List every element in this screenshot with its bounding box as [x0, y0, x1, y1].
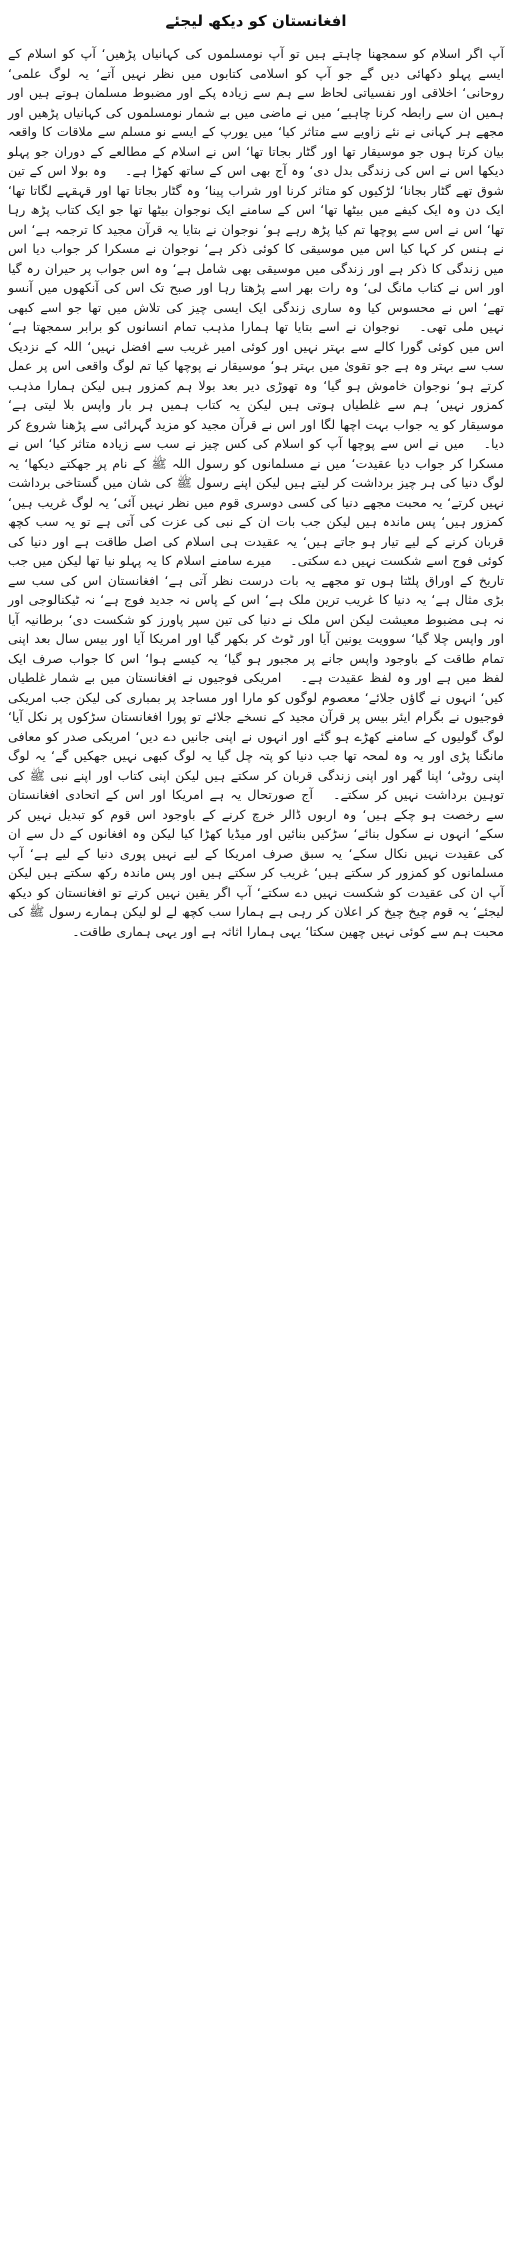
article-body [8, 44, 504, 941]
paragraph-7: آج صورتحال یہ ہے امریکا اور اس کے اتحادی افغانستان سے رخصت ہو چکے ہیں‘ وہ اربوں ڈالر خرچ کرنے کے باوجود اس قوم کو تبدیل نہیں کر سکے‘ انہوں نے سکول بنائے‘ سڑکیں بنائیں اور میڈیا کھڑا کیا لیکن وہ افغانوں کے دل سے ان کی عقیدت نہیں نکال سکے‘ یہ سبق صرف امریکا کے لیے نہیں پوری دنیا کے لیے ہے‘ آپ مسلمانوں کو کمزور کر سکتے ہیں‘ غریب کر سکتے ہیں اور پس ماندہ رکھ سکتے ہیں لیکن آپ ان کی عقیدت کو شکست نہیں دے سکتے‘ آپ اگر یقین نہیں کرتے تو افغانستان کو دیکھ لیجئے‘ یہ قوم چیخ چیخ کر اعلان کر رہی ہے ہمارا سب کچھ لے لو لیکن ہمارے رسول ﷺ کی محبت ہم سے کوئی نہیں چھین سکتا‘ یہی ہمارا اثاثہ ہے اور یہی ہماری طاقت۔ [8, 787, 504, 939]
paragraph-1: آپ اگر اسلام کو سمجھنا چاہتے ہیں تو آپ نومسلموں کی کہانیاں پڑھیں‘ آپ کو اسلام کے ایسے پہلو دکھائی دیں گے جو آپ کو اسلامی کتابوں میں نظر نہیں آتے‘ یہ لوگ علمی‘ روحانی‘ اخلاقی اور نفسیاتی لحاظ سے ہم سے زیادہ پکے اور مضبوط مسلمان ہوتے ہیں اور ہمیں ان سے رابطہ کرنا چاہیے‘ میں نے ماضی میں بے شمار نومسلموں کی کہانیاں پڑھیں اور مجھے ہر کہانی نے نئے زاویے سے متاثر کیا‘ میں یورپ کے ایسے نو مسلم سے ملاقات کا واقعہ بیان کرتا ہوں جو موسیقار تھا اور گٹار بجاتا تھا‘ اس نے اسلام کے مطالعے کے دوران جو پہلو دیکھا اس نے اس کی زندگی بدل دی‘ وہ آج بھی اس کے ساتھ کھڑا ہے۔ [8, 46, 504, 178]
paragraph-5: میرے سامنے اسلام کا یہ پہلو نیا تھا لیکن میں جب تاریخ کے اوراق پلٹتا ہوں تو مجھے یہ بات درست نظر آتی ہے‘ افغانستان اس کی سب سے بڑی مثال ہے‘ یہ دنیا کا غریب ترین ملک ہے‘ اس کے پاس نہ جدید فوج ہے‘ نہ ٹیکنالوجی اور نہ ہی مضبوط معیشت لیکن اس ملک نے دنیا کی تین سپر پاورز کو شکست دی‘ برطانیہ آیا اور واپس چلا گیا‘ سوویت یونین آیا اور ٹوٹ کر بکھر گیا اور امریکا آیا اور بیس سال بعد اپنی تمام طاقت کے باوجود واپس جانے پر مجبور ہو گیا‘ یہ کیسے ہوا‘ اس کا جواب صرف ایک لفظ میں ہے اور وہ لفظ عقیدت ہے۔ [8, 553, 504, 685]
article-title: افغانستان کو دیکھ لیجئے [165, 12, 347, 30]
paragraph-4: میں نے اس سے پوچھا آپ کو اسلام کی کس چیز نے سب سے زیادہ متاثر کیا‘ اس نے مسکرا کر جواب دیا عقیدت‘ میں نے مسلمانوں کو رسول اللہ ﷺ کے نام پر جھکتے دیکھا‘ یہ لوگ دنیا کی ہر چیز برداشت کر لیتے ہیں لیکن اپنے رسول ﷺ کی شان میں گستاخی برداشت نہیں کرتے‘ یہ محبت مجھے دنیا کی کسی دوسری قوم میں نظر نہیں آئی‘ یہ لوگ غریب ہیں‘ کمزور ہیں‘ پس ماندہ ہیں لیکن جب بات ان کے نبی کی عزت کی آتی ہے تو یہ سب کچھ قربان کرنے کے لیے تیار ہو جاتے ہیں‘ یہ عقیدت ہی اسلام کی اصل طاقت ہے اور دنیا کی کوئی فوج اسے شکست نہیں دے سکتی۔ [8, 436, 504, 568]
paragraph-6: امریکی فوجیوں نے افغانستان میں بے شمار غلطیاں کیں‘ انہوں نے گاؤں جلائے‘ معصوم لوگوں کو مارا اور مساجد پر بمباری کی لیکن جب امریکی فوجیوں نے بگرام ایئر بیس پر قرآن مجید کے نسخے جلائے تو پورا افغانستان سڑکوں پر نکل آیا‘ لوگ گولیوں کے سامنے کھڑے ہو گئے اور انہوں نے اپنی جانیں دے دیں‘ امریکی صدر کو معافی مانگنا پڑی اور یہ وہ لمحہ تھا جب دنیا کو پتہ چل گیا یہ لوگ کبھی نہیں جھکیں گے‘ یہ لوگ اپنی روٹی‘ اپنا گھر اور اپنی زندگی قربان کر سکتے ہیں لیکن اپنی کتاب اور اپنے نبی ﷺ کی توہین برداشت نہیں کر سکتے۔ [8, 670, 504, 802]
paragraph-2: وہ بولا اس کے تین شوق تھے گٹار بجانا‘ لڑکیوں کو متاثر کرنا اور شراب پینا‘ وہ گٹار بجاتا تھا اور قہقہے لگاتا تھا‘ ایک دن وہ ایک کیفے میں بیٹھا تھا‘ اس کے سامنے ایک نوجوان بیٹھا تھا جو ایک کتاب پڑھ رہا تھا‘ اس نے اس سے پوچھا تم کیا پڑھ رہے ہو‘ نوجوان نے بتایا یہ قرآن مجید کا ترجمہ ہے‘ اس نے ہنس کر کہا کیا اس میں موسیقی کا کوئی ذکر ہے‘ نوجوان نے مسکرا کر جواب دیا اس میں زندگی کا ذکر ہے اور زندگی میں موسیقی بھی شامل ہے‘ وہ اس جواب پر حیران رہ گیا اور اس نے کتاب مانگ لی‘ وہ رات بھر اسے پڑھتا رہا اور صبح تک اس کی آنکھوں میں آنسو تھے‘ اس نے محسوس کیا وہ ساری زندگی ایک ایسی چیز کی تلاش میں تھا جو اسے کبھی نہیں ملی تھی۔ [8, 163, 504, 334]
paragraph-3: نوجوان نے اسے بتایا تھا ہمارا مذہب تمام انسانوں کو برابر سمجھتا ہے‘ اس میں کوئی گورا کالے سے بہتر نہیں اور کوئی امیر غریب سے افضل نہیں‘ اللہ کے نزدیک سب سے بہتر وہ ہے جو تقویٰ میں بہتر ہو‘ موسیقار نے پوچھا کیا تم لوگ واقعی اس پر عمل کرتے ہو‘ نوجوان خاموش ہو گیا‘ وہ تھوڑی دیر بعد بولا ہم کمزور ہیں لیکن ہمارا مذہب کمزور نہیں‘ ہم سے غلطیاں ہوتی ہیں لیکن یہ کتاب ہمیں ہر بار واپس بلا لیتی ہے‘ موسیقار کو یہ جواب بہت اچھا لگا اور اس نے قرآن مجید کو مزید گہرائی سے پڑھنا شروع کر دیا۔ [8, 319, 504, 451]
